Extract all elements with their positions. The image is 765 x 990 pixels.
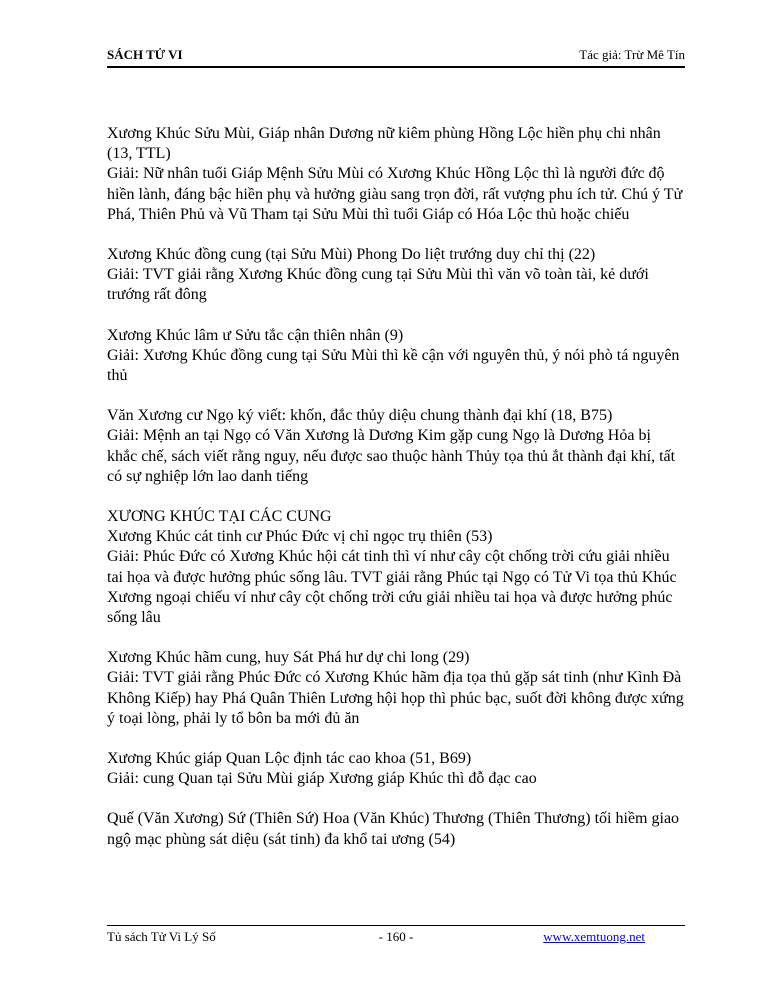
verse-line: Xương Khúc lâm ư Sửu tắc cận thiên nhân (9) (107, 326, 404, 344)
paragraph (107, 809, 685, 849)
explanation-line: Giải: Nữ nhân tuổi Giáp Mệnh Sửu Mùi có Xương Khúc Hồng Lộc thì là người đức độ hiền lành, đáng bậc hiền phụ và hưởng giàu sang trọn đời, rất vượng phu ích tử. Chú ý Tử Phá, Thiên Phủ và Vũ Tham tại Sửu Mùi thì tuổi Giáp có Hóa Lộc thủ hoặc chiếu (107, 165, 683, 223)
page-header (107, 46, 685, 68)
explanation-line: Giải: TVT giải rằng Phúc Đức có Xương Khúc hãm địa tọa thủ gặp sát tinh (như Kình Đà Không Kiếp) hay Phá Quân Thiên Lương hội họp thì phúc bạc, suốt đời không được xứng ý toại lòng, phải ly tổ bôn ba mới đủ ăn (107, 669, 684, 727)
verse-line: Văn Xương cư Ngọ ký viết: khốn, đắc thủy diệu chung thành đại khí (18, B75) (107, 407, 613, 425)
section-heading: XƯƠNG KHÚC TẠI CÁC CUNG (107, 508, 332, 526)
verse-line: Xương Khúc cát tinh cư Phúc Đức vị chỉ ngọc trụ thiên (53) (107, 528, 493, 546)
page-footer (107, 925, 685, 946)
explanation-line: Giải: Xương Khúc đồng cung tại Sửu Mùi thì kề cận với nguyên thủ, ý nói phò tá nguyên thủ (107, 346, 680, 385)
verse-line: Xương Khúc giáp Quan Lộc định tác cao khoa (51, B69) (107, 750, 472, 768)
verse-line: Xương Khúc Sửu Mùi, Giáp nhân Dương nữ kiêm phùng Hồng Lộc hiền phụ chi nhân (13, TTL) (107, 125, 661, 163)
paragraph (107, 648, 685, 729)
document-body (107, 124, 685, 870)
website-link[interactable]: www.xemtuong.net (543, 929, 645, 944)
explanation-line: Giải: cung Quan tại Sửu Mùi giáp Xương giáp Khúc thì đỗ đạc cao (107, 770, 537, 788)
author-label: Tác giả: Trừ Mê Tín (579, 47, 685, 62)
paragraph (107, 406, 685, 487)
paragraph (107, 749, 685, 789)
paragraph (107, 124, 685, 225)
page-number: - 160 - (378, 929, 414, 944)
explanation-line: Giải: TVT giải rằng Xương Khúc đồng cung tại Sửu Mùi thì văn võ toàn tài, kẻ dưới trướng rất đông (107, 266, 649, 304)
book-title: SÁCH TỬ VI (107, 47, 183, 62)
explanation-line: Giải: Phúc Đức có Xương Khúc hội cát tinh thì ví như cây cột chống trời cứu giải nhiều tai họa và được hưởng phúc sống lâu. TVT giải rằng Phúc tại Ngọ có Tử Vi tọa thủ Khúc Xương ngoại chiếu ví như cây cột chống trời cứu giải nhiều tai họa và được hưởng phúc sống lâu (107, 548, 677, 627)
paragraph (107, 507, 685, 628)
paragraph (107, 245, 685, 306)
verse-line: Xương Khúc đồng cung (tại Sửu Mùi) Phong Do liệt trướng duy chỉ thị (22) (107, 246, 596, 264)
series-label: Tủ sách Tử Vi Lý Số (107, 929, 216, 944)
paragraph (107, 326, 685, 387)
verse-line: Xương Khúc hãm cung, huy Sát Phá hư dự chi long (29) (107, 649, 470, 667)
verse-line: Quế (Văn Xương) Sứ (Thiên Sứ) Hoa (Văn Khúc) Thương (Thiên Thương) tối hiềm giao ngộ mạc phùng sát diệu (sát tinh) đa khổ tai ương (54) (107, 810, 680, 848)
explanation-line: Giải: Mệnh an tại Ngọ có Văn Xương là Dương Kim gặp cung Ngọ là Dương Hỏa bị khắc chế, sách viết rằng nguy, nếu được sao thuộc hành Thủy tọa thủ ắt thành đại khí, tất có sự nghiệp lớn lao danh tiếng (107, 427, 676, 485)
